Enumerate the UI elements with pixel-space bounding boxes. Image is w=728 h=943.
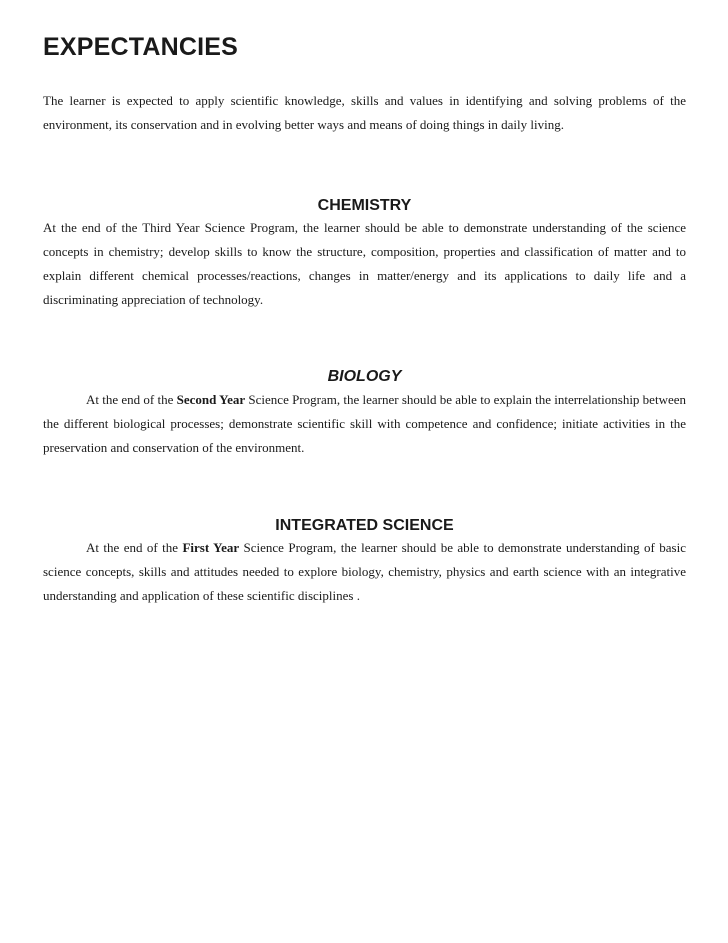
integrated-science-paragraph	[43, 536, 686, 608]
integrated-science-year-emphasis: First Year	[182, 540, 240, 555]
intro-paragraph: The learner is expected to apply scientific knowledge, skills and values in identifying and solving problems of the environment, its conservation and in evolving better ways and means of doing things in daily living.	[43, 93, 686, 132]
biology-year-emphasis: Second Year	[176, 392, 246, 407]
biology-heading	[43, 369, 686, 385]
biology-paragraph	[43, 388, 686, 460]
integrated-science-heading	[43, 518, 686, 534]
chemistry-heading	[43, 198, 686, 214]
integrated-science-text-after: Science Program, the learner should be able to demonstrate understanding of basic science concepts, skills and attitudes needed to explore biology, chemistry, physics and earth science with an integrative understanding and application of these scientific disciplines .	[43, 540, 686, 603]
chemistry-paragraph: At the end of the Third Year Science Program, the learner should be able to demonstrate understanding of the science concepts in chemistry; develop skills to know the structure, composition, properties and classification of matter and to explain different chemical processes/reactions, changes in matter/energy and its applications to daily life and a discriminating appreciation of technology.	[43, 220, 686, 307]
page-title: EXPECTANCIES	[43, 33, 239, 61]
integrated-science-heading-text: INTEGRATED SCIENCE	[275, 517, 454, 534]
integrated-science-text-before: At the end of the	[86, 540, 183, 555]
biology-heading-text: BIOLOGY	[327, 368, 402, 385]
biology-text-after: Science Program, the learner should be able to explain the interrelationship between the different biological processes; demonstrate scientific skill with competence and confidence; initiate activities in the preservation and conservation of the environment.	[43, 392, 686, 455]
chemistry-heading-text: CHEMISTRY	[317, 197, 412, 214]
biology-text-before: At the end of the	[86, 392, 177, 407]
